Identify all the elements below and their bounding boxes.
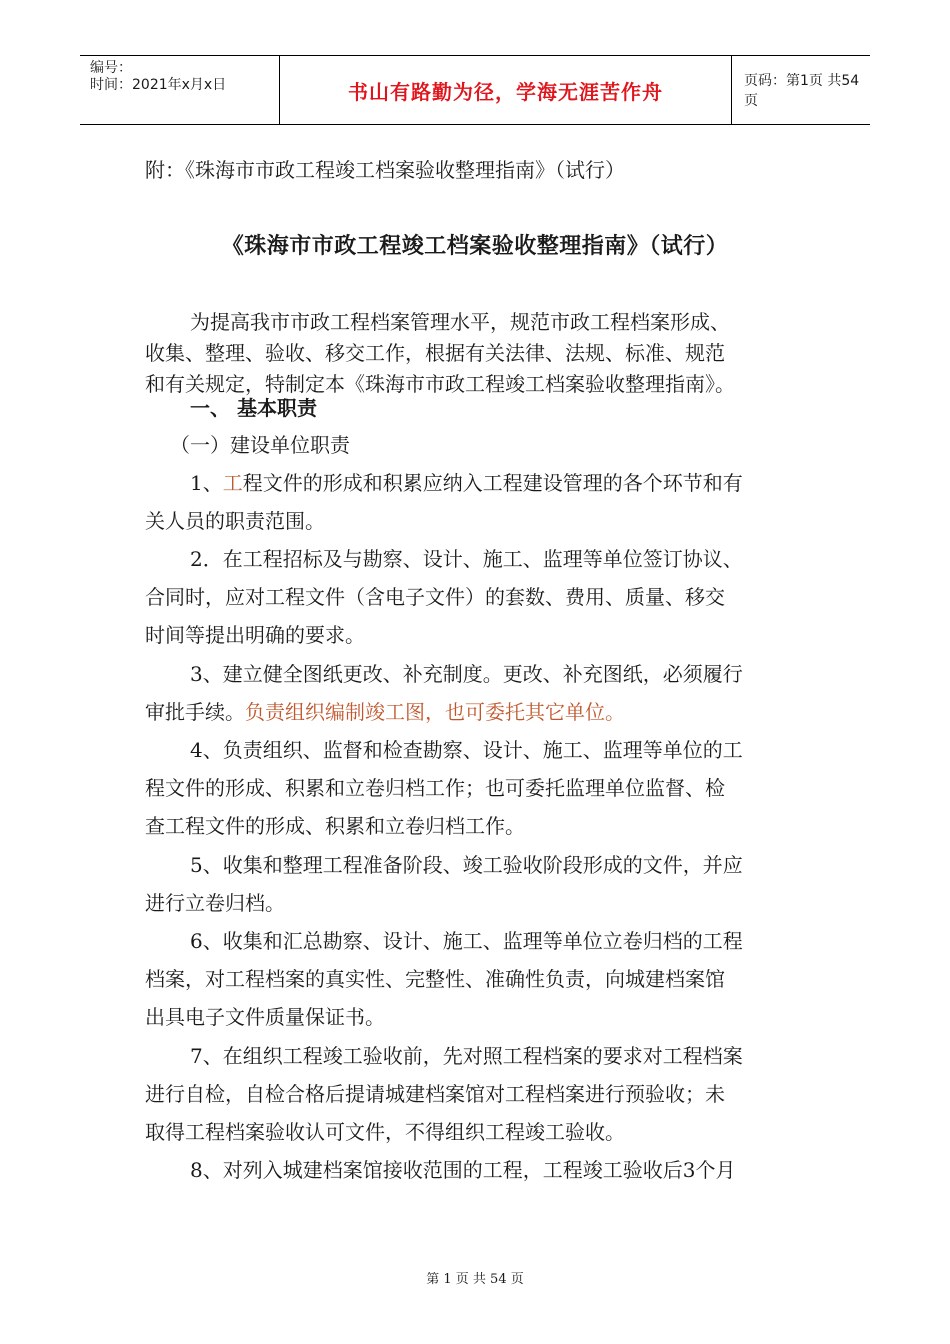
- highlight-text: 负责组织编制竣工图，也可委托其它单位。: [245, 700, 625, 724]
- body-line: 取得工程档案验收认可文件，不得组织工程竣工验收。: [145, 1120, 625, 1144]
- item-text: 程文件的形成和积累应纳入工程建设管理的各个环节和有: [242, 471, 743, 495]
- page-footer: 第 1 页 共 54 页: [426, 1272, 524, 1287]
- body-line: 进行立卷归档。: [145, 891, 285, 915]
- body-line: 出具电子文件质量保证书。: [145, 1005, 385, 1029]
- motto: 书山有路勤为径，学海无涯苦作舟: [280, 56, 732, 124]
- item-number: 1、: [190, 471, 223, 495]
- body-line: 合同时，应对工程文件（含电子文件）的套数、费用、质量、移交: [145, 585, 725, 609]
- page-info: 页码：第1页 共54页: [744, 73, 860, 109]
- body-line: 收集、整理、验收、移交工作，根据有关法律、法规、标准、规范: [145, 341, 725, 365]
- attachment-line: 附：《珠海市市政工程竣工档案验收整理指南》（试行）: [145, 158, 625, 182]
- item-text: 审批手续。: [145, 700, 245, 724]
- body-line: 4、负责组织、监督和检查勘察、设计、施工、监理等单位的工: [190, 738, 743, 762]
- body-line: 查工程文件的形成、积累和立卷归档工作。: [145, 814, 525, 838]
- body-line: 2．在工程招标及与勘察、设计、施工、监理等单位签订协议、: [190, 547, 743, 571]
- body-line: 为提高我市市政工程档案管理水平，规范市政工程档案形成、: [190, 310, 730, 334]
- number-label: 编号：: [90, 60, 132, 76]
- body-line: 8、对列入城建档案馆接收范围的工程，工程竣工验收后3个月: [190, 1158, 736, 1182]
- body-line: 进行自检，自检合格后提请城建档案馆对工程档案进行预验收；未: [145, 1082, 725, 1106]
- time-label: 时间：2021年x月x日: [90, 77, 227, 93]
- subsection-heading: （一）建设单位职责: [170, 433, 350, 457]
- header-meta-cell: [80, 56, 280, 124]
- body-line: [190, 464, 870, 502]
- body-line: 和有关规定，特制定本《珠海市市政工程竣工档案验收整理指南》。: [145, 372, 735, 396]
- body-line: 5、收集和整理工程准备阶段、竣工验收阶段形成的文件，并应: [190, 853, 743, 877]
- body-line: 时间等提出明确的要求。: [145, 623, 365, 647]
- body-line: 程文件的形成、积累和立卷归档工作；也可委托监理单位监督、检: [145, 776, 725, 800]
- body-line: 7、在组织工程竣工验收前，先对照工程档案的要求对工程档案: [190, 1044, 743, 1068]
- body-line: 关人员的职责范围。: [145, 509, 325, 533]
- body-line: 档案，对工程档案的真实性、完整性、准确性负责，向城建档案馆: [145, 967, 725, 991]
- highlight-text: 工: [222, 471, 243, 495]
- section-heading: 一、 基本职责: [190, 396, 317, 420]
- body-line: 3、建立健全图纸更改、补充制度。更改、补充图纸，必须履行: [190, 662, 743, 686]
- body-line: 6、收集和汇总勘察、设计、施工、监理等单位立卷归档的工程: [190, 929, 743, 953]
- body-line: [145, 693, 825, 731]
- header-table: [80, 55, 870, 125]
- document-title: 《珠海市市政工程竣工档案验收整理指南》（试行）: [221, 233, 729, 259]
